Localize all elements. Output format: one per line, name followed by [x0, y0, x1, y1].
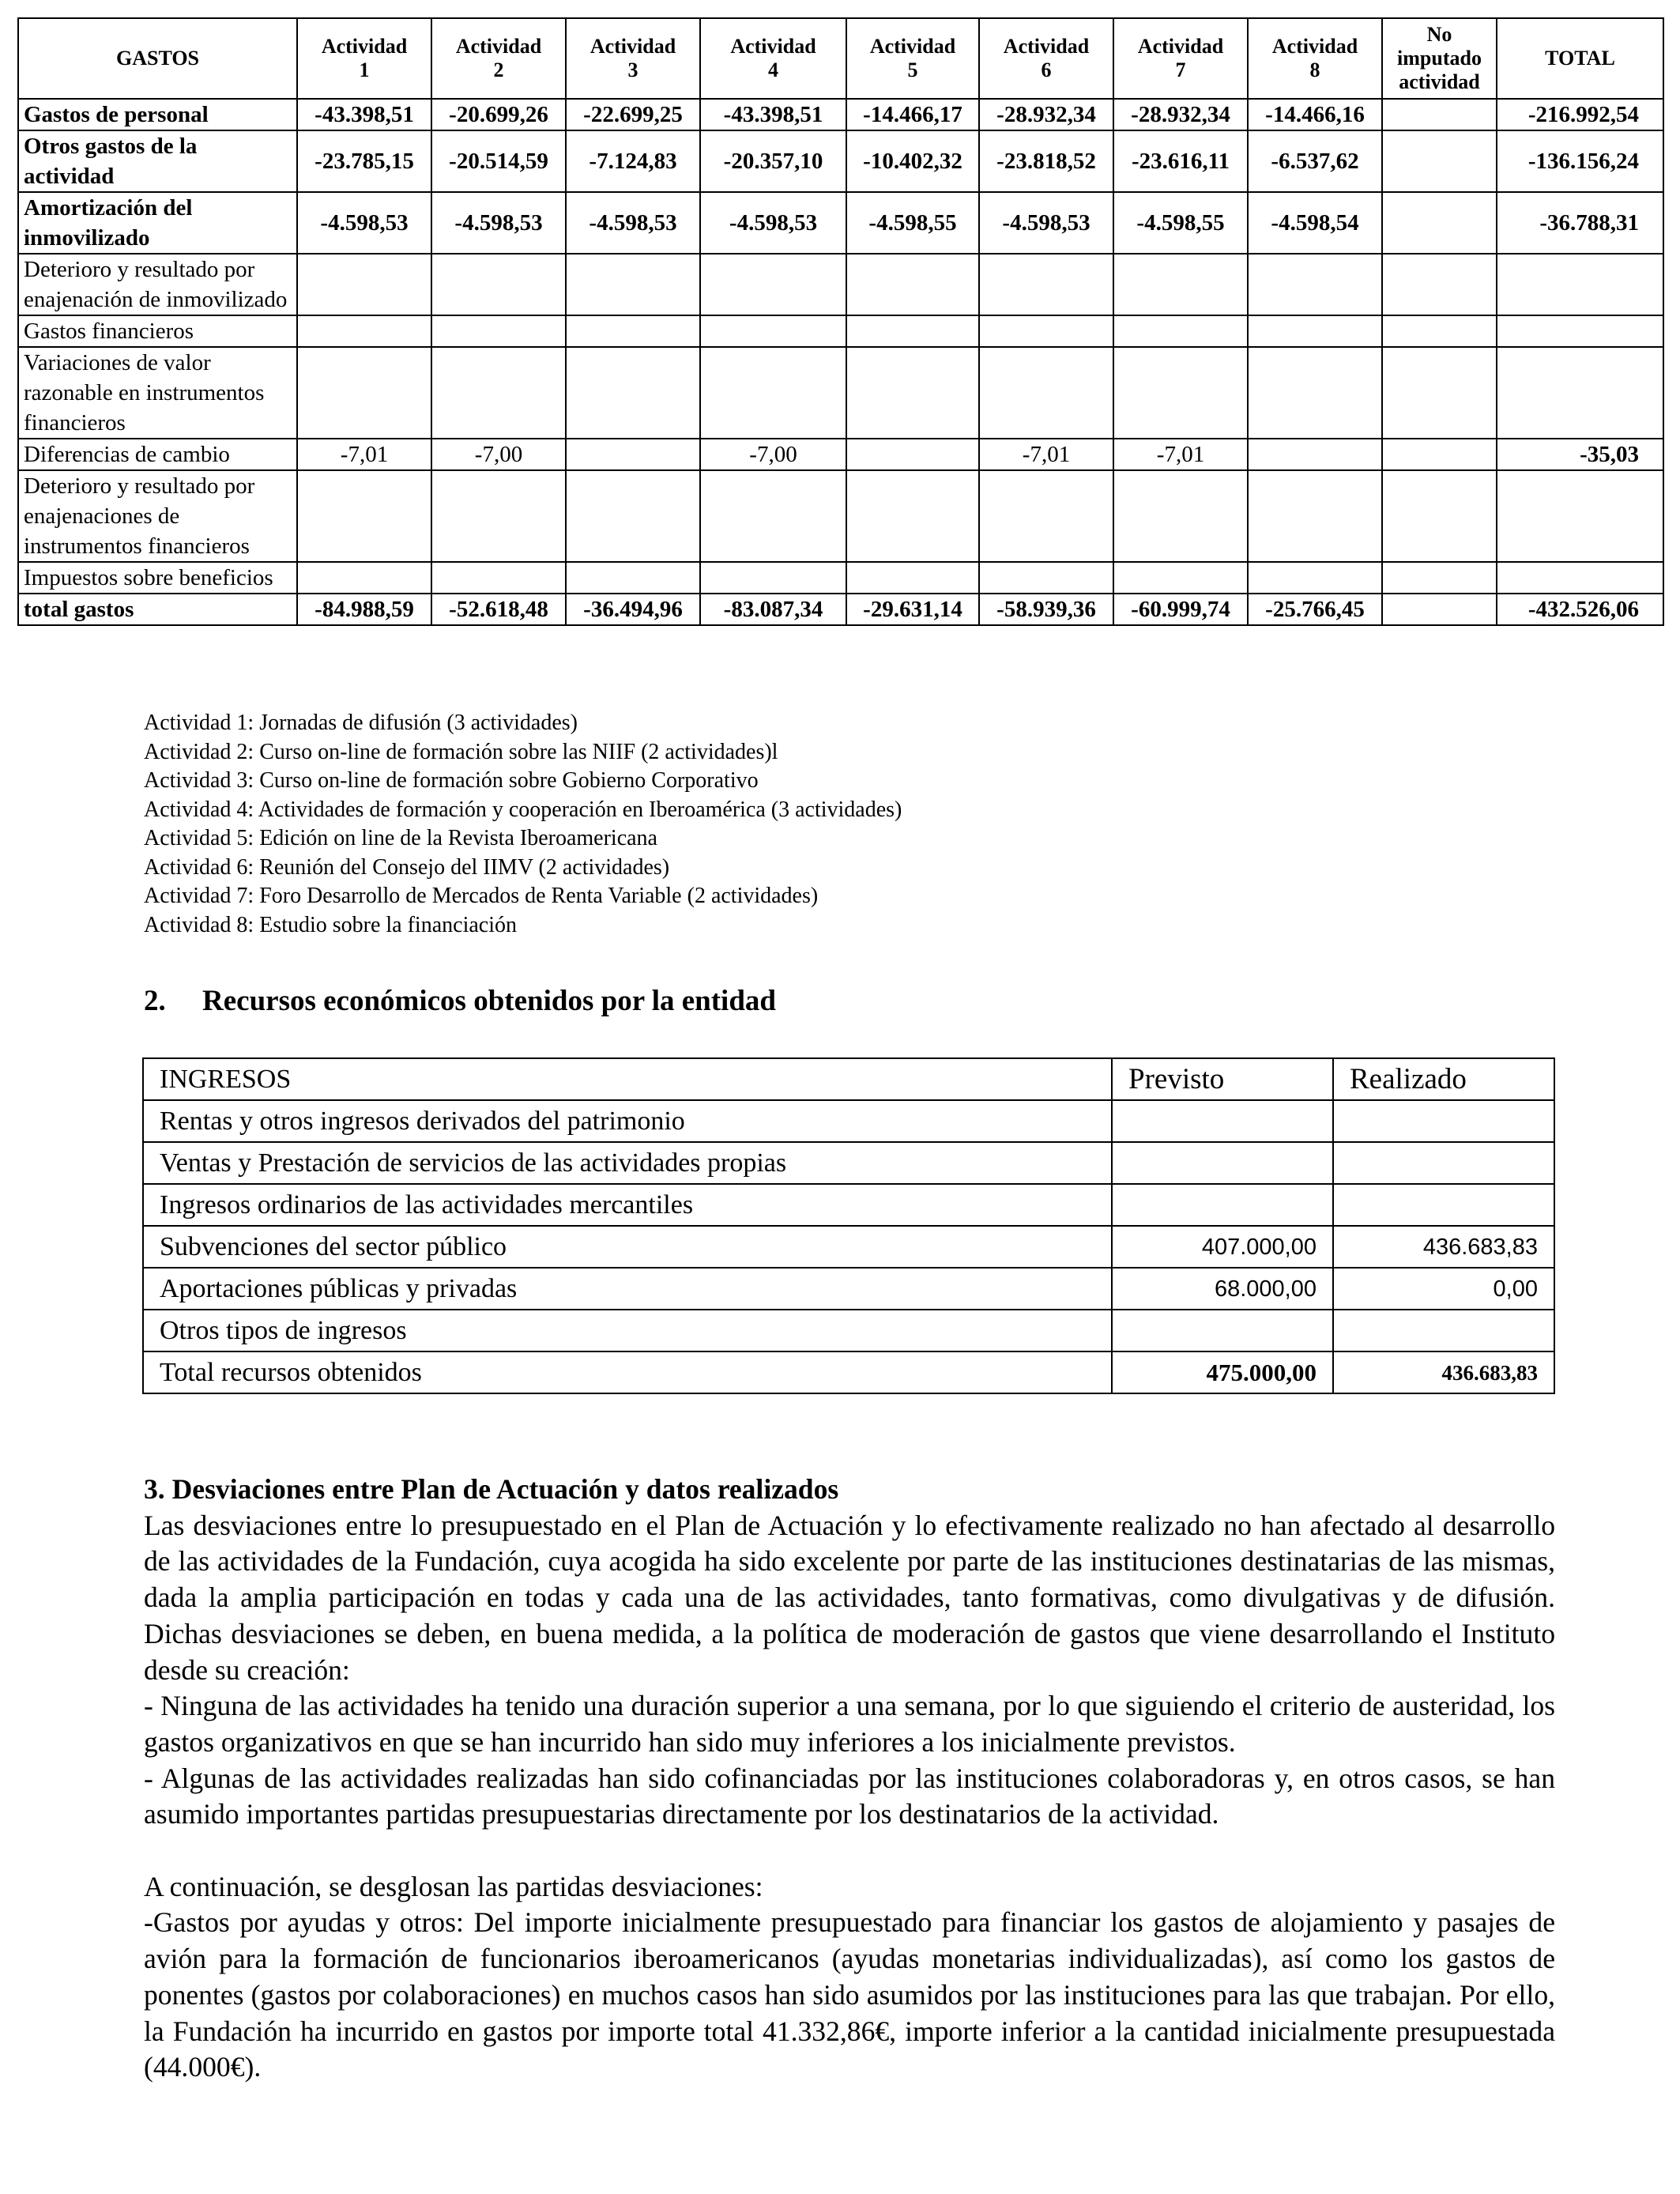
gastos-header-cell: Actividad 8 — [1248, 18, 1382, 99]
gastos-value-cell: -7,01 — [1113, 439, 1248, 470]
ingresos-row — [143, 1142, 1554, 1184]
gastos-row-label: total gastos — [18, 594, 297, 625]
gastos-value-cell: -58.939,36 — [979, 594, 1113, 625]
gastos-value-cell — [1248, 315, 1382, 347]
gastos-value-cell — [566, 254, 700, 315]
gastos-value-cell — [1382, 130, 1497, 192]
gastos-row — [18, 347, 1663, 439]
ingresos-previsto-cell — [1112, 1142, 1333, 1184]
ingresos-header-label: INGRESOS — [143, 1058, 1112, 1100]
section-3-paragraph: Las desviaciones entre lo presupuestado en el Plan de Actuación y lo efectivamente realizado no han afectado al desarrollo de las actividades de la Fundación, cuya acogida ha sido excelente por parte de las instituciones destinatarias de las mismas, dada la amplia participación en todas y cada una de las actividades, tanto formativas, como divulgativas y de difusión. Dichas desviaciones se deben, en buena medida, a la política de moderación de gastos que viene desarrollando el Instituto desde su creación: — [144, 1509, 1555, 1686]
gastos-value-cell: -23.616,11 — [1113, 130, 1248, 192]
section-3-paragraph: - Ninguna de las actividades ha tenido una duración superior a una semana, por lo que siguiendo el criterio de austeridad, los gastos organizativos en que se han incurrido han sido muy inferiores a los inicialmente previstos. — [144, 1690, 1555, 1758]
ingresos-previsto-cell: 475.000,00 — [1112, 1351, 1333, 1393]
ingresos-header-row — [143, 1058, 1554, 1100]
section-2-title: Recursos económicos obtenidos por la entidad — [202, 985, 776, 1017]
gastos-value-cell — [566, 439, 700, 470]
gastos-value-cell — [1113, 315, 1248, 347]
legend-item: Actividad 1: Jornadas de difusión (3 actividades) — [144, 711, 578, 735]
gastos-value-cell: -4.598,53 — [979, 192, 1113, 254]
legend-item: Actividad 4: Actividades de formación y cooperación en Iberoamérica (3 actividades) — [144, 797, 902, 822]
section-2-number: 2. — [144, 985, 166, 1017]
gastos-value-cell — [1113, 347, 1248, 439]
gastos-value-cell: -6.537,62 — [1248, 130, 1382, 192]
gastos-value-cell — [1248, 562, 1382, 594]
gastos-value-cell — [431, 254, 566, 315]
legend-item: Actividad 5: Edición on line de la Revista Iberoamericana — [144, 826, 657, 850]
ingresos-realizado-cell — [1333, 1184, 1554, 1226]
gastos-value-cell — [1382, 99, 1497, 130]
gastos-value-cell — [846, 439, 979, 470]
gastos-header-cell: TOTAL — [1497, 18, 1663, 99]
ingresos-realizado-cell — [1333, 1310, 1554, 1351]
gastos-value-cell — [979, 315, 1113, 347]
gastos-row-label: Gastos de personal — [18, 99, 297, 130]
ingresos-row — [143, 1351, 1554, 1393]
gastos-header-cell: Actividad 2 — [431, 18, 566, 99]
gastos-value-cell: -7,01 — [297, 439, 431, 470]
gastos-value-cell — [1248, 470, 1382, 562]
gastos-value-cell: -28.932,34 — [979, 99, 1113, 130]
gastos-value-cell: -36.494,96 — [566, 594, 700, 625]
gastos-value-cell — [431, 470, 566, 562]
gastos-row — [18, 99, 1663, 130]
gastos-value-cell: -84.988,59 — [297, 594, 431, 625]
ingresos-row-label: Otros tipos de ingresos — [143, 1310, 1112, 1351]
gastos-value-cell: -4.598,53 — [700, 192, 846, 254]
ingresos-table — [142, 1057, 1555, 1394]
gastos-value-cell — [297, 562, 431, 594]
gastos-value-cell — [1382, 594, 1497, 625]
gastos-value-cell: -20.699,26 — [431, 99, 566, 130]
gastos-total-cell: -136.156,24 — [1497, 130, 1663, 192]
gastos-header-cell: No imputado actividad — [1382, 18, 1497, 99]
gastos-value-cell: -83.087,34 — [700, 594, 846, 625]
gastos-value-cell — [431, 562, 566, 594]
gastos-row — [18, 254, 1663, 315]
gastos-value-cell — [1248, 347, 1382, 439]
gastos-value-cell — [1382, 254, 1497, 315]
gastos-value-cell — [846, 315, 979, 347]
gastos-value-cell — [566, 562, 700, 594]
ingresos-row — [143, 1100, 1554, 1142]
gastos-value-cell — [566, 347, 700, 439]
gastos-row — [18, 470, 1663, 562]
legend-item: Actividad 6: Reunión del Consejo del IIMV (2 actividades) — [144, 854, 670, 880]
ingresos-previsto-cell: 68.000,00 — [1112, 1268, 1333, 1310]
gastos-value-cell — [297, 315, 431, 347]
gastos-value-cell — [1382, 315, 1497, 347]
ingresos-header-realizado: Realizado — [1333, 1058, 1554, 1100]
legend-item: Actividad 3: Curso on-line de formación sobre Gobierno Corporativo — [144, 768, 759, 793]
gastos-value-cell: -4.598,53 — [566, 192, 700, 254]
ingresos-header-previsto: Previsto — [1112, 1058, 1333, 1100]
gastos-value-cell: -14.466,16 — [1248, 99, 1382, 130]
ingresos-row — [143, 1310, 1554, 1351]
gastos-header-cell: Actividad 1 — [297, 18, 431, 99]
gastos-value-cell — [566, 315, 700, 347]
gastos-value-cell — [1248, 254, 1382, 315]
gastos-value-cell — [1382, 439, 1497, 470]
ingresos-realizado-cell — [1333, 1142, 1554, 1184]
gastos-total-cell — [1497, 562, 1663, 594]
gastos-value-cell: -4.598,54 — [1248, 192, 1382, 254]
gastos-value-cell: -20.357,10 — [700, 130, 846, 192]
gastos-row-label: Impuestos sobre beneficios — [18, 562, 297, 594]
gastos-value-cell — [297, 470, 431, 562]
gastos-value-cell: -14.466,17 — [846, 99, 979, 130]
ingresos-previsto-cell: 407.000,00 — [1112, 1226, 1333, 1268]
gastos-header-cell: Actividad 7 — [1113, 18, 1248, 99]
gastos-value-cell — [700, 562, 846, 594]
ingresos-row — [143, 1268, 1554, 1310]
gastos-value-cell: -7.124,83 — [566, 130, 700, 192]
gastos-value-cell: -4.598,53 — [297, 192, 431, 254]
gastos-value-cell — [1248, 439, 1382, 470]
gastos-total-cell: -432.526,06 — [1497, 594, 1663, 625]
gastos-row — [18, 130, 1663, 192]
legend-item: Actividad 2: Curso on-line de formación sobre las NIIF (2 actividades)l — [144, 739, 778, 764]
gastos-total-cell: -36.788,31 — [1497, 192, 1663, 254]
ingresos-row-label: Subvenciones del sector público — [143, 1226, 1112, 1268]
ingresos-realizado-cell: 436.683,83 — [1333, 1226, 1554, 1268]
legend-item: Actividad 8: Estudio sobre la financiación — [144, 912, 517, 937]
gastos-value-cell — [979, 470, 1113, 562]
section-2-heading — [144, 984, 776, 1018]
gastos-header-cell: Actividad 4 — [700, 18, 846, 99]
gastos-total-cell — [1497, 347, 1663, 439]
gastos-header-cell: Actividad 3 — [566, 18, 700, 99]
section-3-paragraph: - Algunas de las actividades realizadas han sido cofinanciadas por las instituciones colaboradoras y, en otros casos, se han asumido importantes partidas presupuestarias directamente por los destinatarios de la actividad. — [144, 1762, 1555, 1830]
gastos-value-cell — [979, 347, 1113, 439]
gastos-value-cell: -28.932,34 — [1113, 99, 1248, 130]
ingresos-previsto-cell — [1112, 1184, 1333, 1226]
gastos-value-cell: -4.598,55 — [846, 192, 979, 254]
gastos-value-cell — [846, 347, 979, 439]
gastos-value-cell — [700, 254, 846, 315]
gastos-total-cell — [1497, 470, 1663, 562]
gastos-value-cell — [979, 562, 1113, 594]
gastos-value-cell: -43.398,51 — [297, 99, 431, 130]
gastos-value-cell — [979, 254, 1113, 315]
ingresos-previsto-cell — [1112, 1100, 1333, 1142]
gastos-total-cell — [1497, 315, 1663, 347]
gastos-header-row — [18, 18, 1663, 99]
ingresos-row-label: Rentas y otros ingresos derivados del patrimonio — [143, 1100, 1112, 1142]
gastos-value-cell — [431, 315, 566, 347]
gastos-value-cell — [297, 254, 431, 315]
ingresos-realizado-cell — [1333, 1100, 1554, 1142]
section-3 — [144, 1472, 1555, 2086]
gastos-value-cell — [1113, 562, 1248, 594]
gastos-value-cell — [297, 347, 431, 439]
gastos-value-cell — [700, 470, 846, 562]
gastos-value-cell — [700, 347, 846, 439]
section-3-paragraph: A continuación, se desglosan las partidas desviaciones: — [144, 1870, 763, 1902]
gastos-total-cell — [1497, 254, 1663, 315]
gastos-value-cell: -7,01 — [979, 439, 1113, 470]
ingresos-row-label: Aportaciones públicas y privadas — [143, 1268, 1112, 1310]
gastos-value-cell — [700, 315, 846, 347]
gastos-value-cell: -10.402,32 — [846, 130, 979, 192]
gastos-row-label: Diferencias de cambio — [18, 439, 297, 470]
gastos-value-cell: -29.631,14 — [846, 594, 979, 625]
gastos-row — [18, 562, 1663, 594]
gastos-value-cell — [1113, 470, 1248, 562]
ingresos-row-label: Ventas y Prestación de servicios de las actividades propias — [143, 1142, 1112, 1184]
gastos-value-cell: -4.598,53 — [431, 192, 566, 254]
gastos-row-label: Otros gastos de la actividad — [18, 130, 297, 192]
gastos-row-label: Deterioro y resultado por enajenación de inmovilizado — [18, 254, 297, 315]
gastos-value-cell: -7,00 — [700, 439, 846, 470]
gastos-value-cell — [1382, 347, 1497, 439]
gastos-header-cell: GASTOS — [18, 18, 297, 99]
gastos-row-label: Amortización del inmovilizado — [18, 192, 297, 254]
gastos-row-label: Variaciones de valor razonable en instrumentos financieros — [18, 347, 297, 439]
gastos-value-cell: -60.999,74 — [1113, 594, 1248, 625]
ingresos-row — [143, 1226, 1554, 1268]
gastos-row-label: Deterioro y resultado por enajenaciones de instrumentos financieros — [18, 470, 297, 562]
gastos-value-cell: -23.818,52 — [979, 130, 1113, 192]
ingresos-row-label: Total recursos obtenidos — [143, 1351, 1112, 1393]
gastos-value-cell: -7,00 — [431, 439, 566, 470]
gastos-header-cell: Actividad 5 — [846, 18, 979, 99]
gastos-value-cell — [1382, 192, 1497, 254]
ingresos-realizado-cell: 0,00 — [1333, 1268, 1554, 1310]
gastos-value-cell: -20.514,59 — [431, 130, 566, 192]
gastos-value-cell — [1113, 254, 1248, 315]
section-3-paragraph: -Gastos por ayudas y otros: Del importe inicialmente presupuestado para financiar los gastos de alojamiento y pasajes de avión para la formación de funcionarios iberoamericanos (ayudas monetarias individualizadas), así como los gastos de ponentes (gastos por colaboraciones) en muchos casos han sido asumidos por las instituciones para las que trabajan. Por ello, la Fundación ha incurrido en gastos por importe total 41.332,86€, importe inferior a la cantidad inicialmente presupuestada (44.000€). — [144, 1906, 1555, 2083]
gastos-value-cell: -23.785,15 — [297, 130, 431, 192]
gastos-value-cell — [846, 562, 979, 594]
gastos-table — [17, 17, 1664, 626]
gastos-row — [18, 315, 1663, 347]
actividades-legend — [144, 709, 902, 940]
gastos-value-cell — [1382, 470, 1497, 562]
gastos-value-cell: -4.598,55 — [1113, 192, 1248, 254]
gastos-row — [18, 439, 1663, 470]
ingresos-row — [143, 1184, 1554, 1226]
gastos-value-cell — [1382, 562, 1497, 594]
gastos-header-cell: Actividad 6 — [979, 18, 1113, 99]
ingresos-realizado-cell: 436.683,83 — [1333, 1351, 1554, 1393]
gastos-row-label: Gastos financieros — [18, 315, 297, 347]
gastos-value-cell: -43.398,51 — [700, 99, 846, 130]
gastos-row — [18, 192, 1663, 254]
ingresos-previsto-cell — [1112, 1310, 1333, 1351]
ingresos-row-label: Ingresos ordinarios de las actividades mercantiles — [143, 1184, 1112, 1226]
legend-item: Actividad 7: Foro Desarrollo de Mercados de Renta Variable (2 actividades) — [144, 884, 819, 908]
gastos-value-cell — [431, 347, 566, 439]
gastos-total-cell: -216.992,54 — [1497, 99, 1663, 130]
gastos-value-cell: -52.618,48 — [431, 594, 566, 625]
gastos-value-cell: -25.766,45 — [1248, 594, 1382, 625]
gastos-row — [18, 594, 1663, 625]
gastos-value-cell — [846, 254, 979, 315]
gastos-value-cell — [566, 470, 700, 562]
gastos-total-cell: -35,03 — [1497, 439, 1663, 470]
gastos-value-cell — [846, 470, 979, 562]
section-3-title: 3. Desviaciones entre Plan de Actuación y datos realizados — [144, 1473, 839, 1505]
gastos-value-cell: -22.699,25 — [566, 99, 700, 130]
